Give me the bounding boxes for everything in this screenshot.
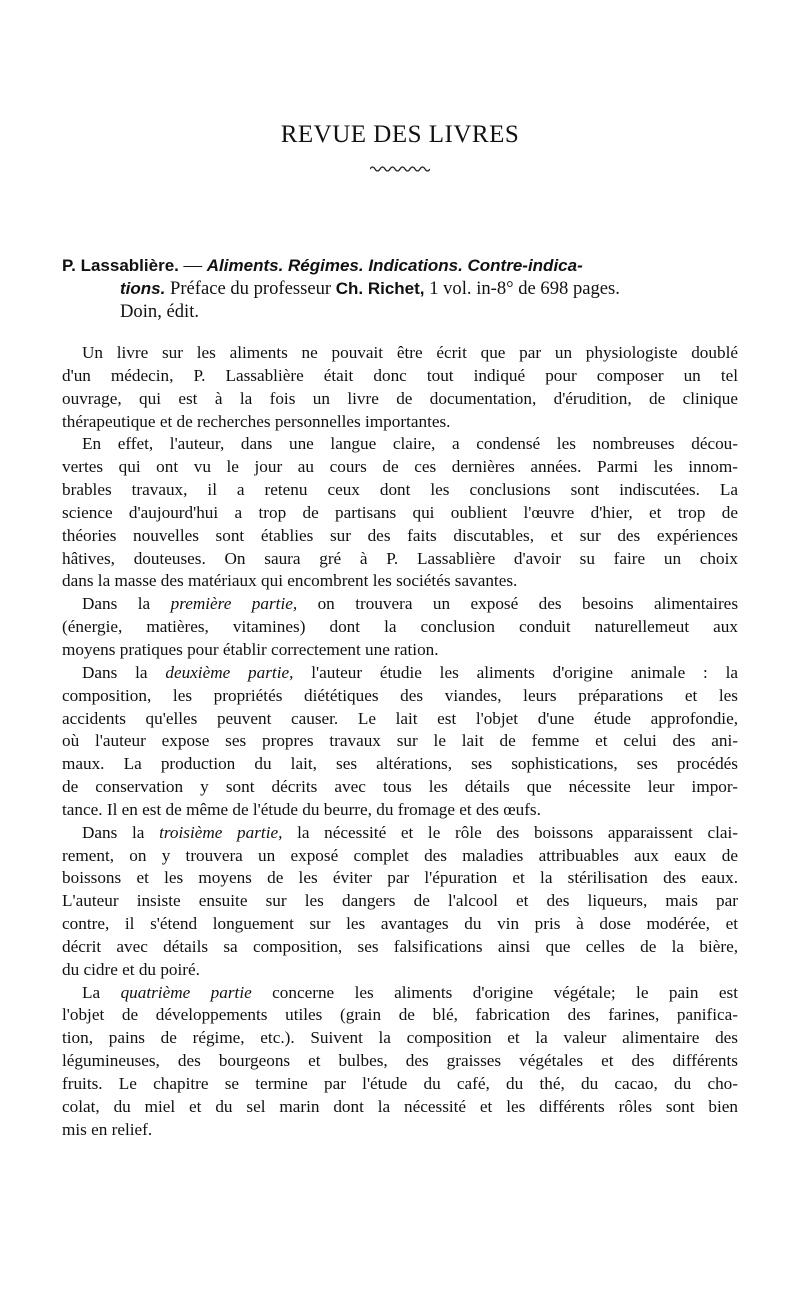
italic-section-name: troisième partie, <box>159 822 283 842</box>
italic-section-name: deuxième partie, <box>165 662 294 682</box>
text-line <box>62 959 738 982</box>
text-line: hâtives, douteuses. On saura gré à P. Lassablière d'avoir su faire un choix <box>62 548 738 568</box>
text-line: d'un médecin, P. Lassablière était donc tout indiqué pour composer un tel <box>62 365 738 385</box>
text-line: théories nouvelles sont établies sur des faits discutables, et sur des expériences <box>62 525 738 545</box>
text-segment: la nécessité et le rôle des boissons apparaissent clai- <box>282 822 738 842</box>
text-line <box>62 936 738 959</box>
review-dash: — <box>183 255 203 276</box>
paragraph <box>62 593 738 662</box>
text-segment: accidents qu'elles peuvent causer. Le lait est l'objet d'une étude approfondie, <box>62 708 738 728</box>
text-line <box>62 845 738 868</box>
text-segment: Dans la <box>82 662 166 682</box>
text-line: dans la masse des matériaux qui encombrent les sociétés savantes. <box>62 571 518 591</box>
text-segment: (énergie, matières, vitamines) dont la conclusion conduit naturellemeut aux <box>62 617 738 637</box>
review-heading <box>62 254 738 323</box>
text-line: brables travaux, il a retenu ceux dont les conclusions sont indiscutées. La <box>62 480 738 500</box>
text-line <box>62 913 738 936</box>
text-line: thérapeutique et de recherches personnelles importantes. <box>62 411 451 431</box>
text-line <box>62 890 738 913</box>
text-segment: mis en relief. <box>62 1119 153 1139</box>
text-segment: Dans la <box>82 822 160 842</box>
text-segment: L'auteur insiste ensuite sur les dangers de l'alcool et des liqueurs, mais par <box>62 891 738 911</box>
section-title: REVUE DES LIVRES <box>280 121 520 148</box>
text-segment: tion, pains de régime, etc.). Suivent la composition et la valeur alimentaire des <box>62 1028 738 1048</box>
text-line: vertes qui ont vu le jour au cours de ces dernières années. Parmi les innom- <box>62 457 738 477</box>
text-line <box>62 867 738 890</box>
text-line <box>62 1073 738 1096</box>
review-author: P. Lassablière. <box>62 256 179 275</box>
text-segment: l'objet de développements utiles (grain de blé, fabrication des farines, panifica- <box>62 1005 738 1025</box>
text-segment: du cidre et du poiré. <box>62 959 200 979</box>
text-line: science d'aujourd'hui a trop de partisans qui oublient l'œuvre d'hier, et trop de <box>62 502 738 522</box>
text-segment: colat, du miel et du sel marin dont la nécessité et les différents rôles sont bien <box>62 1096 738 1116</box>
text-segment: décrit avec détails sa composition, ses falsifications ainsi que celles de la bière, <box>62 936 738 956</box>
text-segment: légumineuses, des bourgeons et bulbes, des graisses végétales et des différents <box>62 1051 738 1071</box>
text-line <box>62 1119 738 1142</box>
review-body <box>62 342 738 1142</box>
text-line <box>62 1027 738 1050</box>
review-volume: 1 vol. in-8° de 698 pages. <box>429 278 620 299</box>
text-segment: contre, il s'étend longuement sur les avantages du vin pris à dose modérée, et <box>62 914 738 934</box>
text-line <box>62 1096 738 1119</box>
paragraph <box>62 662 738 822</box>
text-segment: l'auteur étudie les aliments d'origine animale : la <box>293 662 739 682</box>
text-segment: fruits. Le chapitre se termine par l'étude du café, du thé, du cacao, du cho- <box>62 1074 738 1093</box>
paragraph <box>62 342 738 433</box>
text-line <box>62 730 738 753</box>
text-segment: de conservation y sont décrits avec tous les détails que nécessite leur impor- <box>62 777 738 797</box>
heading-line-3 <box>62 300 738 323</box>
text-line <box>62 616 738 639</box>
text-line <box>62 593 738 616</box>
text-segment: boissons et les moyens de les éviter par l'épuration et la stérilisation des eaux. <box>62 868 738 888</box>
text-line: ouvrage, qui est à la fois un livre de documentation, d'érudition, de clinique <box>62 388 738 408</box>
text-line: En effet, l'auteur, dans une langue claire, a condensé les nombreuses décou- <box>82 434 738 454</box>
review-publisher: Doin, édit. <box>120 301 200 322</box>
text-segment: composition, les propriétés diététiques des viandes, leurs préparations et les <box>62 685 738 705</box>
text-segment: où l'auteur expose ses propres travaux sur le lait de femme et celui des ani- <box>62 731 738 751</box>
text-line <box>62 708 738 731</box>
review-book-title: Aliments. Régimes. Indications. Contre-indica- <box>206 256 583 275</box>
italic-section-name: première partie, <box>170 594 298 614</box>
review-preface: Préface du professeur <box>170 278 332 299</box>
heading-line-1 <box>62 254 738 277</box>
text-segment: Dans la <box>82 594 171 614</box>
heading-line-2 <box>62 277 738 300</box>
text-segment: moyens pratiques pour établir correctement une ration. <box>62 639 439 659</box>
text-segment: La <box>82 982 121 1002</box>
paragraph <box>62 433 738 593</box>
text-segment: concerne les aliments d'origine végétale; le pain est <box>251 982 738 1002</box>
text-segment: maux. La production du lait, ses altérations, ses sophistications, ses procédés <box>62 754 738 774</box>
text-line <box>62 1050 738 1073</box>
text-line <box>62 799 738 822</box>
text-line <box>62 822 738 845</box>
text-line <box>62 776 738 799</box>
text-segment: on trouvera un exposé des besoins alimentaires <box>297 594 739 614</box>
italic-section-name: quatrième partie <box>120 982 252 1002</box>
wavy-ornament-icon <box>370 164 430 174</box>
text-line <box>62 982 738 1005</box>
paragraph <box>62 982 738 1142</box>
review-book-title-end: tions. <box>120 279 166 298</box>
paragraph <box>62 822 738 982</box>
text-line <box>62 639 738 662</box>
text-line <box>62 1004 738 1027</box>
text-line: Un livre sur les aliments ne pouvait être écrit que par un physiologiste doublé <box>82 343 738 362</box>
text-segment: tance. Il en est de même de l'étude du beurre, du fromage et des œufs. <box>62 799 541 819</box>
text-segment: rement, on y trouvera un exposé complet des maladies attribuables aux eaux de <box>62 845 738 865</box>
review-preface-author: Ch. Richet, <box>335 279 425 298</box>
text-line <box>62 685 738 708</box>
text-line <box>62 753 738 776</box>
text-line <box>62 662 738 685</box>
